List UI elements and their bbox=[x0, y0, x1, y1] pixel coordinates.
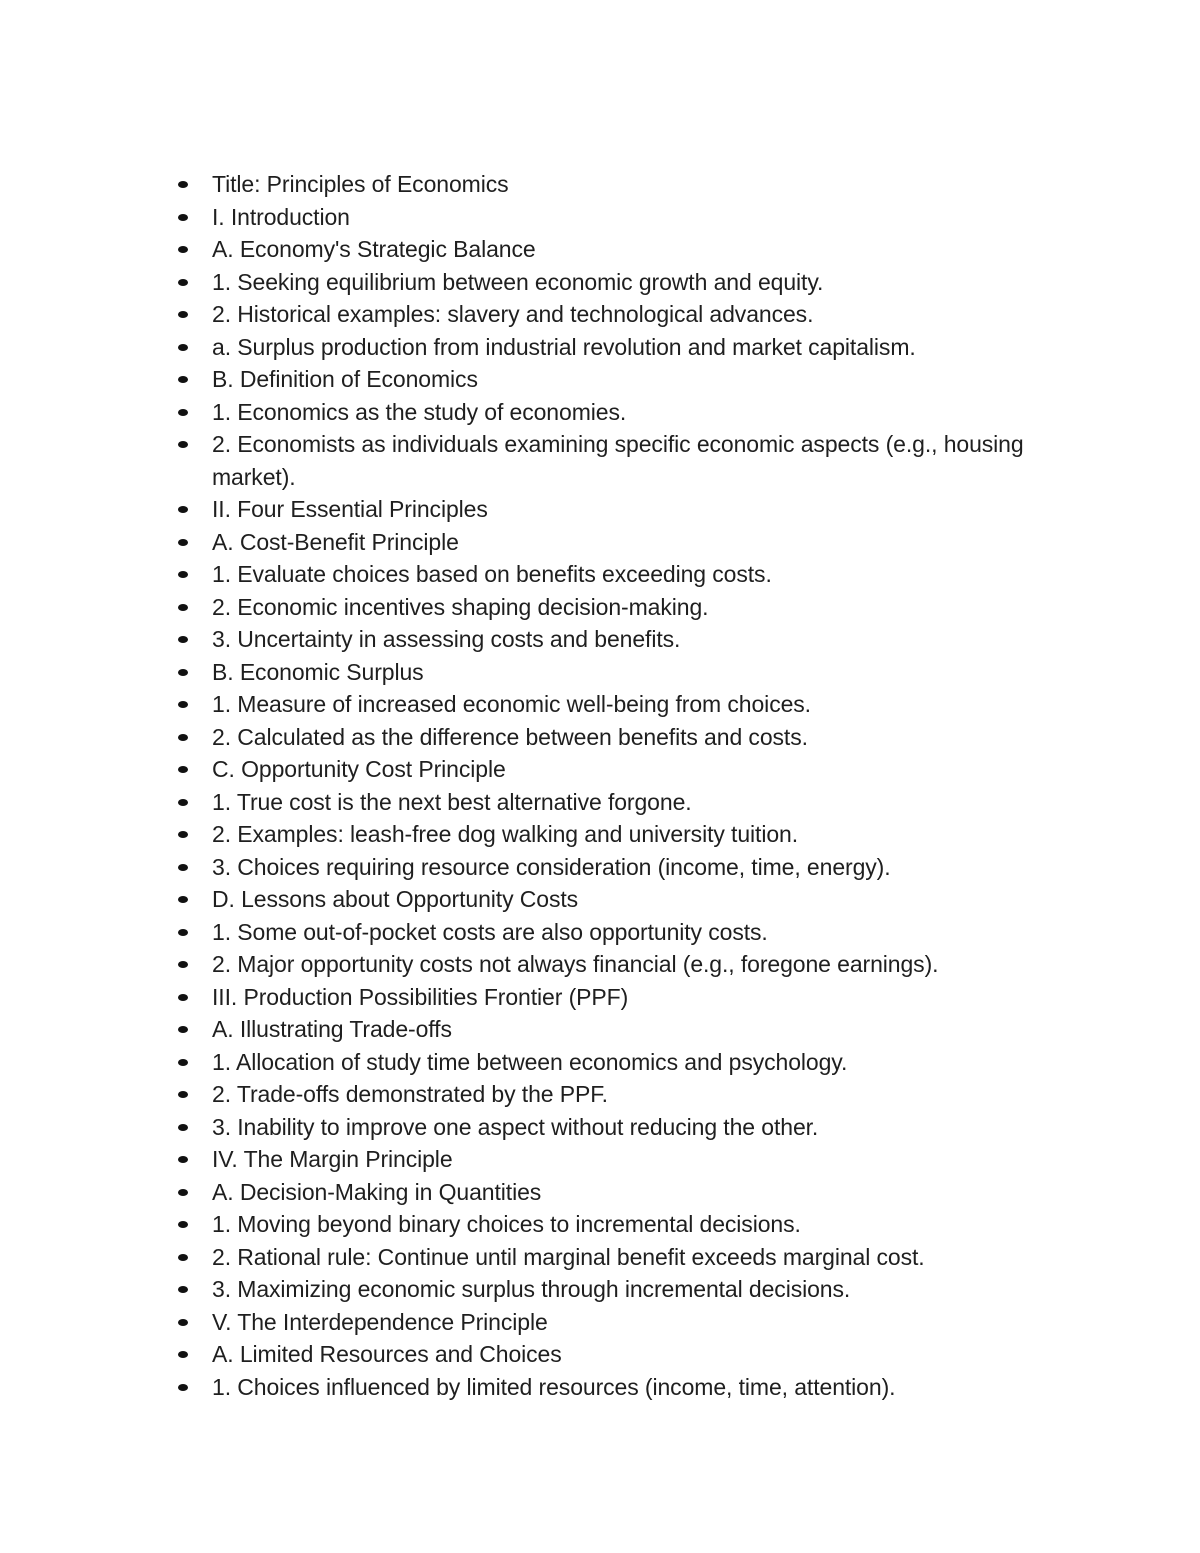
bullet-icon bbox=[178, 1254, 188, 1261]
outline-item-text: 2. Historical examples: slavery and technological advances. bbox=[212, 301, 814, 327]
outline-item-text: 3. Inability to improve one aspect without reducing the other. bbox=[212, 1113, 819, 1140]
outline-item-text: B. Definition of Economics bbox=[212, 366, 478, 392]
outline-item bbox=[178, 1208, 1078, 1241]
outline-item bbox=[178, 428, 1078, 493]
bullet-icon bbox=[178, 669, 188, 676]
bullet-icon bbox=[178, 214, 188, 221]
outline-item-text: 2. Trade-offs demonstrated by the PPF. bbox=[212, 1081, 608, 1107]
outline-item bbox=[178, 1013, 1078, 1046]
bullet-icon bbox=[178, 636, 188, 643]
outline-item-text: 2. Rational rule: Continue until marginal benefit exceeds marginal cost. bbox=[212, 1243, 925, 1270]
outline-item-text: Title: Principles of Economics bbox=[212, 171, 509, 197]
outline-item-text: 1. Seeking equilibrium between economic growth and equity. bbox=[212, 268, 824, 295]
bullet-icon bbox=[178, 896, 188, 903]
bullet-icon bbox=[178, 181, 188, 188]
bullet-icon bbox=[178, 1189, 188, 1196]
outline-item bbox=[178, 1306, 1078, 1339]
outline-item bbox=[178, 753, 1078, 786]
outline-item bbox=[178, 1371, 1078, 1404]
outline-item bbox=[178, 1241, 1078, 1274]
outline-item bbox=[178, 526, 1078, 559]
bullet-icon bbox=[178, 311, 188, 318]
outline-item-text: 1. Evaluate choices based on benefits exceeding costs. bbox=[212, 561, 772, 587]
bullet-icon bbox=[178, 929, 188, 936]
outline-item-text: 2. Calculated as the difference between benefits and costs. bbox=[212, 723, 808, 750]
outline-item-text: a. Surplus production from industrial revolution and market capitalism. bbox=[212, 333, 916, 360]
outline-item-text: 1. Measure of increased economic well-being from choices. bbox=[212, 691, 811, 717]
outline-item-text: 2. Economic incentives shaping decision-making. bbox=[212, 593, 709, 620]
bullet-icon bbox=[178, 1221, 188, 1228]
outline-item bbox=[178, 1046, 1078, 1079]
bullet-icon bbox=[178, 279, 188, 286]
outline-item bbox=[178, 331, 1078, 364]
outline-item-text: B. Economic Surplus bbox=[212, 658, 424, 685]
outline-item bbox=[178, 721, 1078, 754]
outline-item bbox=[178, 818, 1078, 851]
outline-list bbox=[178, 168, 1078, 1403]
bullet-icon bbox=[178, 1351, 188, 1358]
outline-item bbox=[178, 1273, 1078, 1306]
bullet-icon bbox=[178, 441, 188, 448]
outline-item-text: 2. Economists as individuals examining specific economic aspects (e.g., housing market). bbox=[212, 431, 1024, 490]
outline-item bbox=[178, 1078, 1078, 1111]
bullet-icon bbox=[178, 864, 188, 871]
bullet-icon bbox=[178, 734, 188, 741]
outline-item bbox=[178, 623, 1078, 656]
bullet-icon bbox=[178, 246, 188, 253]
bullet-icon bbox=[178, 1026, 188, 1033]
outline-item bbox=[178, 948, 1078, 981]
outline-item bbox=[178, 688, 1078, 721]
outline-item bbox=[178, 558, 1078, 591]
outline-item bbox=[178, 981, 1078, 1014]
outline-item-text: A. Illustrating Trade-offs bbox=[212, 1016, 452, 1042]
outline-item-text: IV. The Margin Principle bbox=[212, 1146, 453, 1172]
outline-item-text: 3. Choices requiring resource consideration (income, time, energy). bbox=[212, 853, 891, 880]
outline-item bbox=[178, 1338, 1078, 1371]
bullet-icon bbox=[178, 1156, 188, 1163]
outline-item bbox=[178, 201, 1078, 234]
outline-item-text: 1. Choices influenced by limited resources (income, time, attention). bbox=[212, 1373, 896, 1400]
outline-item-text: I. Introduction bbox=[212, 203, 350, 230]
outline-item-text: A. Limited Resources and Choices bbox=[212, 1341, 562, 1367]
outline-item-text: 2. Examples: leash-free dog walking and university tuition. bbox=[212, 821, 799, 847]
outline-item-text: A. Decision-Making in Quantities bbox=[212, 1178, 542, 1205]
outline-item-text: 2. Major opportunity costs not always financial (e.g., foregone earnings). bbox=[212, 951, 939, 977]
bullet-icon bbox=[178, 766, 188, 773]
bullet-icon bbox=[178, 409, 188, 416]
outline-item bbox=[178, 363, 1078, 396]
outline-item-text: V. The Interdependence Principle bbox=[212, 1308, 548, 1335]
outline-item-text: A. Cost-Benefit Principle bbox=[212, 528, 459, 555]
bullet-icon bbox=[178, 1124, 188, 1131]
outline-item-text: 3. Maximizing economic surplus through incremental decisions. bbox=[212, 1276, 851, 1302]
bullet-icon bbox=[178, 604, 188, 611]
outline-item-text: D. Lessons about Opportunity Costs bbox=[212, 886, 579, 912]
outline-item bbox=[178, 786, 1078, 819]
outline-item bbox=[178, 1111, 1078, 1144]
outline-item bbox=[178, 168, 1078, 201]
outline-item bbox=[178, 1176, 1078, 1209]
outline-item-text: 1. Allocation of study time between economics and psychology. bbox=[212, 1048, 848, 1075]
bullet-icon bbox=[178, 539, 188, 546]
outline-item bbox=[178, 493, 1078, 526]
outline-item-text: 1. True cost is the next best alternative forgone. bbox=[212, 788, 692, 815]
outline-item bbox=[178, 656, 1078, 689]
outline-item bbox=[178, 266, 1078, 299]
outline-item-text: 1. Moving beyond binary choices to incremental decisions. bbox=[212, 1211, 801, 1237]
outline-item bbox=[178, 851, 1078, 884]
outline-item bbox=[178, 298, 1078, 331]
outline-item bbox=[178, 1143, 1078, 1176]
bullet-icon bbox=[178, 1059, 188, 1066]
bullet-icon bbox=[178, 1384, 188, 1391]
bullet-icon bbox=[178, 994, 188, 1001]
outline-item bbox=[178, 591, 1078, 624]
bullet-icon bbox=[178, 506, 188, 513]
outline-item-text: 1. Economics as the study of economies. bbox=[212, 398, 627, 425]
outline-item-text: C. Opportunity Cost Principle bbox=[212, 756, 506, 782]
bullet-icon bbox=[178, 1319, 188, 1326]
outline-item bbox=[178, 883, 1078, 916]
outline-item bbox=[178, 396, 1078, 429]
bullet-icon bbox=[178, 701, 188, 708]
outline-item bbox=[178, 233, 1078, 266]
bullet-icon bbox=[178, 1091, 188, 1098]
outline-item bbox=[178, 916, 1078, 949]
bullet-icon bbox=[178, 571, 188, 578]
bullet-icon bbox=[178, 961, 188, 968]
outline-item-text: II. Four Essential Principles bbox=[212, 496, 488, 522]
outline-item-text: 3. Uncertainty in assessing costs and benefits. bbox=[212, 626, 681, 652]
outline-item-text: 1. Some out-of-pocket costs are also opportunity costs. bbox=[212, 918, 768, 945]
bullet-icon bbox=[178, 1286, 188, 1293]
bullet-icon bbox=[178, 831, 188, 838]
outline-item-text: III. Production Possibilities Frontier (PPF) bbox=[212, 983, 629, 1010]
bullet-icon bbox=[178, 376, 188, 383]
outline-item-text: A. Economy's Strategic Balance bbox=[212, 236, 536, 262]
bullet-icon bbox=[178, 799, 188, 806]
bullet-icon bbox=[178, 344, 188, 351]
